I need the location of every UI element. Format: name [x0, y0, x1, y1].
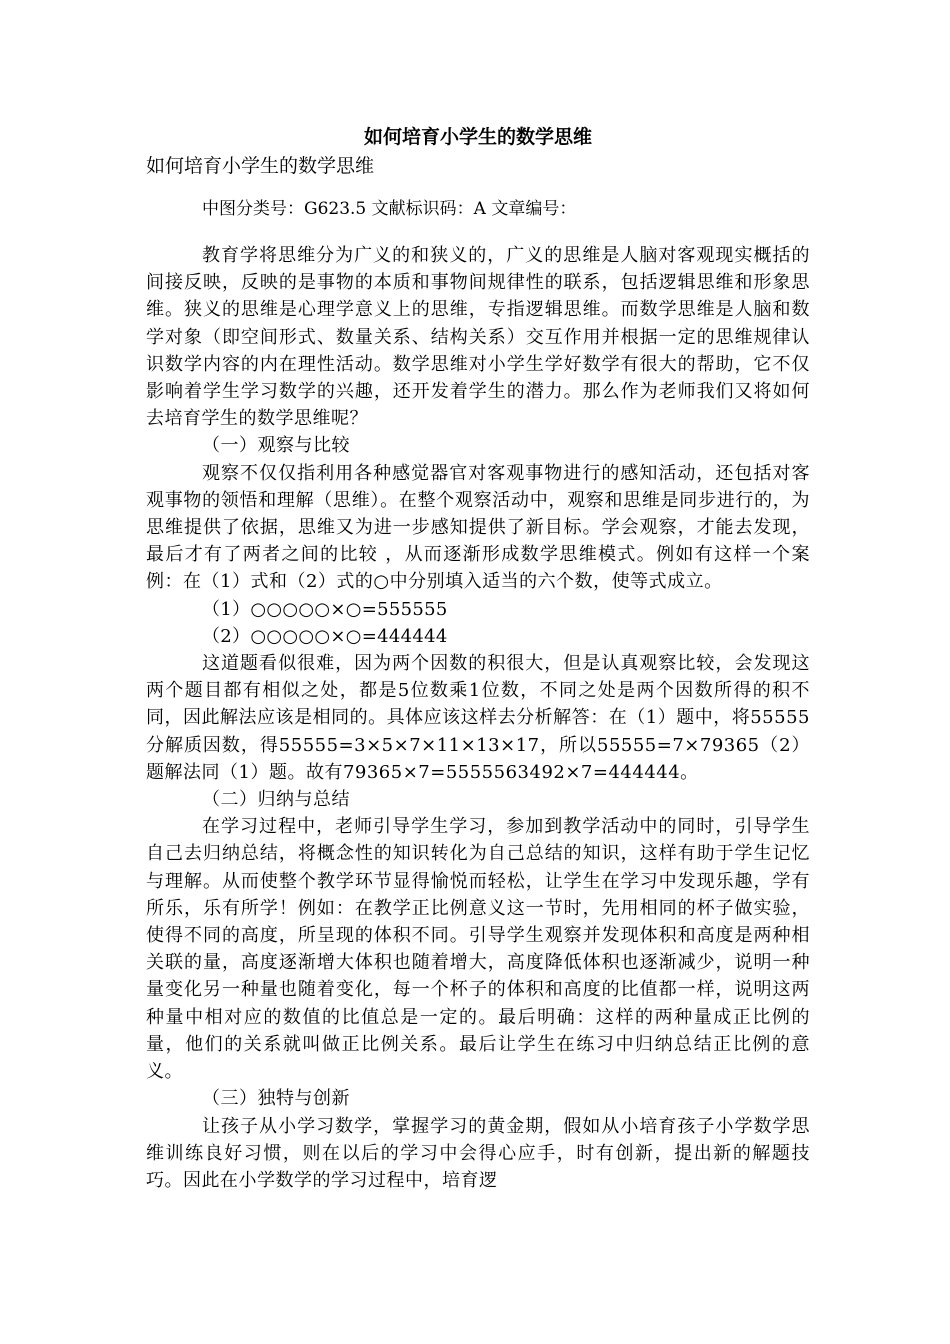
intro-paragraph: 教育学将思维分为广义的和狭义的，广义的思维是人脑对客观现实概括的间接反映，反映的是事物的本质和事物间规律性的联系，包括逻辑思维和形象思维。狭义的思维是心理学意义上的思维，专指逻辑思维。而数学思维是人脑和数学对象（即空间形式、数量关系、结构关系）交互作用并根据一定的思维规律认识数学内容的内在理性活动。数学思维对小学生学好数学有很大的帮助，它不仅影响着学生学习数学的兴趣，还开发着学生的潜力。那么作为老师我们又将如何去培育学生的数学思维呢？: [146, 245, 810, 430]
classification-line: 中图分类号：G623.5 文献标识码：A 文章编号：: [202, 199, 577, 219]
document-body: [146, 242, 810, 1194]
section-heading-summarize: （二）归纳与总结: [202, 789, 350, 811]
equation-2: （2）○○○○○×○=444444: [202, 625, 448, 647]
observe-paragraph: 观察不仅仅指利用各种感觉器官对客观事物进行的感知活动，还包括对客观事物的领悟和理解（思维）。在整个观察活动中，观察和思维是同步进行的，为思维提供了依据，思维又为进一步感知提供了新目标。学会观察，才能去发现，最后才有了两者之间的比较 ，从而逐渐形成数学思维模式。例如有这样一个案例：在（1）式和（2）式的○中分别填入适当的六个数，使等式成立。: [146, 462, 810, 593]
document-page: [146, 122, 810, 1194]
section-heading-observe: （一）观察与比较: [202, 435, 350, 457]
section-heading-innovate: （三）独特与创新: [202, 1088, 350, 1110]
equation-1: （1）○○○○○×○=555555: [202, 598, 448, 620]
document-title: 如何培育小学生的数学思维: [363, 126, 592, 148]
innovate-paragraph: 让孩子从小学习数学，掌握学习的黄金期，假如从小培育孩子小学数学思维训练良好习惯，则在以后的学习中会得心应手，时有创新，提出新的解题技巧。因此在小学数学的学习过程中，培育逻: [146, 1115, 810, 1191]
summarize-paragraph: 在学习过程中，老师引导学生学习，参加到教学活动中的同时，引导学生自己去归纳总结，将概念性的知识转化为自己总结的知识，这样有助于学生记忆与理解。从而使整个教学环节显得愉悦而轻松，让学生在学习中发现乐趣，学有所乐，乐有所学！例如：在教学正比例意义这一节时，先用相同的杯子做实验，使得不同的高度，所呈现的体积不同。引导学生观察并发现体积和高度是两种相关联的量，高度逐渐增大体积也随着增大，高度降低体积也逐渐减少，说明一种量变化另一种量也随着变化，每一个杯子的体积和高度的比值都一样，说明这两种量中相对应的数值的比值总是一定的。最后明确：这样的两种量成正比例的量，他们的关系就叫做正比例关系。最后让学生在练习中归纳总结正比例的意义。: [146, 816, 810, 1083]
document-subtitle: 如何培育小学生的数学思维: [146, 155, 375, 177]
observe-solution-paragraph: 这道题看似很难，因为两个因数的积很大，但是认真观察比较，会发现这两个题目都有相似之处，都是5位数乘1位数，不同之处是两个因数所得的积不同，因此解法应该是相同的。具体应该这样去分析解答：在（1）题中，将55555分解质因数，得55555=3×5×7×11×13×17，所以55555=7×79365（2）题解法同（1）题。故有79365×7=5555563492×7=444444。: [146, 653, 810, 783]
